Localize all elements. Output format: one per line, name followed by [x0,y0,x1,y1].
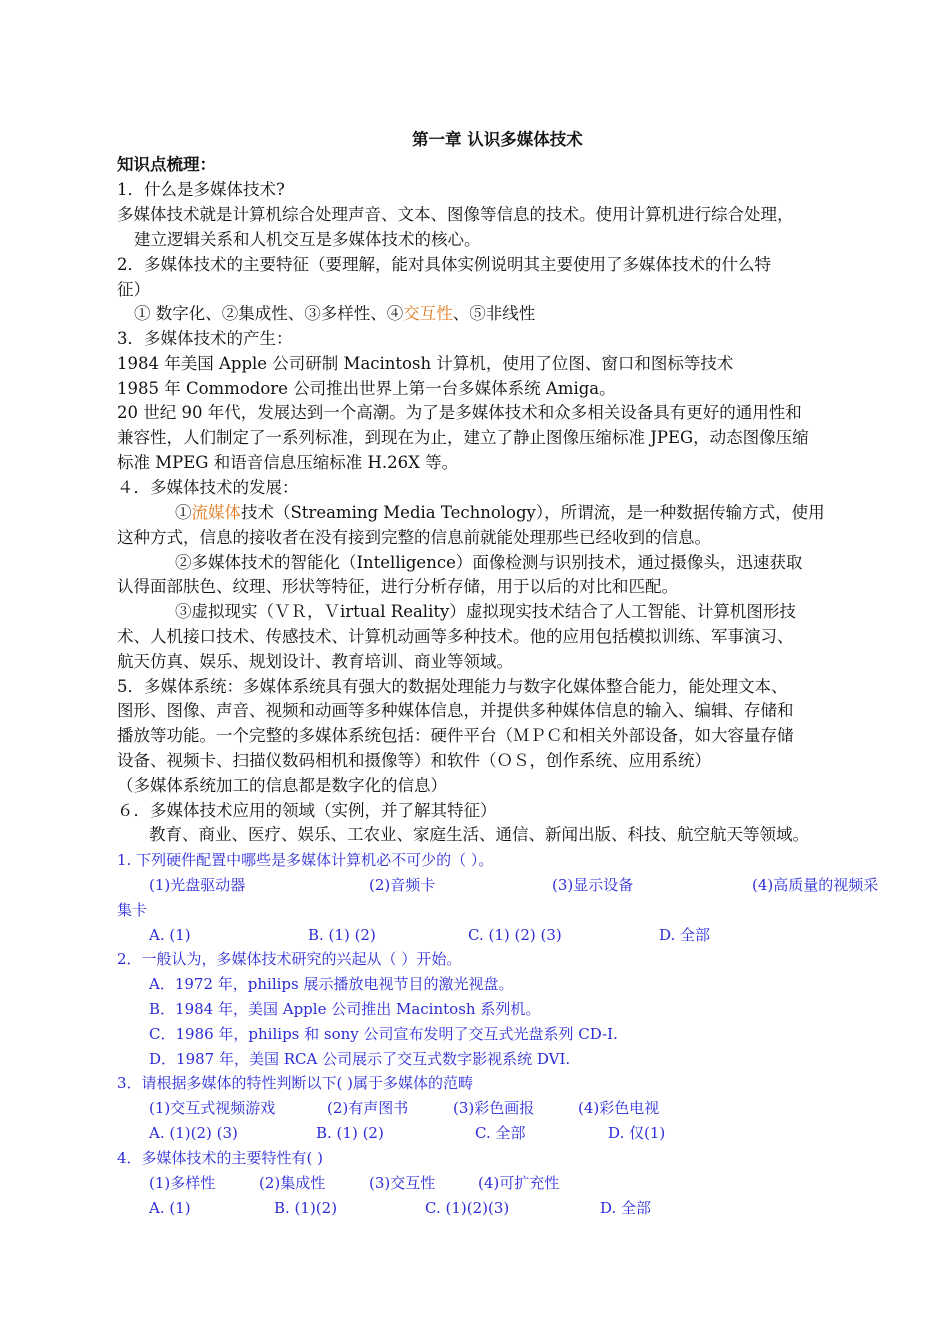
s2-answer-text: ① 数字化、②集成性、③多样性、④ [134,304,404,323]
s2-question: 征） [117,280,150,299]
s5-line: 设备、视频卡、扫描仪数码相机和摄像等）和软件（ＯＳ，创作系统、应用系统） [117,751,711,770]
q4-option: C. (1)(2)(3) [425,1199,510,1217]
q1-item-wrap: 集卡 [117,901,148,919]
question-2: 2．一般认为，多媒体技术研究的兴起从（ ）开始。 [117,950,462,968]
s4-line: ③虚拟现实（ＶＲ，Ｖirtual Reality）虚拟现实技术结合了人工智能、计算机图形技 [175,602,796,621]
s4-text: 技术（Streaming Media Technology），所谓流，是一种数据传输方式，使用 [241,503,825,522]
chapter-title: 第一章 认识多媒体技术 [412,130,583,149]
s3-question: 3．多媒体技术的产生： [117,329,293,348]
highlight-term: 交互性 [403,304,453,323]
s1-answer-line: 建立逻辑关系和人机交互是多媒体技术的核心。 [134,230,481,249]
q4-option: A. (1) [149,1199,191,1217]
s2-answer-text: 、⑤非线性 [452,304,536,323]
q3-option: B. (1) (2) [316,1124,384,1142]
q1-option: B. (1) (2) [308,926,376,944]
s6-answer: 教育、商业、医疗、娱乐、工农业、家庭生活、通信、新闻出版、科技、航空航天等领域。 [149,825,809,844]
s1-answer-line: 多媒体技术就是计算机综合处理声音、文本、图像等信息的技术。使用计算机进行综合处理， [117,205,794,224]
q4-item: (4)可扩充性 [478,1174,560,1192]
q3-option: C. 全部 [475,1124,526,1142]
q2-option: C．1986 年，philips 和 sony 公司宣布发明了交互式光盘系列 CD-I. [149,1025,618,1043]
s4-text: ① [175,503,192,522]
question-1: 1. 下列硬件配置中哪些是多媒体计算机必不可少的（ ）。 [117,851,494,869]
s5-line: 5．多媒体系统：多媒体系统具有强大的数据处理能力与数字化媒体整合能力，能处理文本、 [117,677,788,696]
s3-line: 1985 年 Commodore 公司推出世界上第一台多媒体系统 Amiga。 [117,379,616,398]
question-4: 4．多媒体技术的主要特性有( ) [117,1149,324,1167]
s2-question: 2．多媒体技术的主要特征（要理解，能对具体实例说明其主要使用了多媒体技术的什么特 [117,255,771,274]
q2-option: B．1984 年，美国 Apple 公司推出 Macintosh 系列机。 [149,1000,541,1018]
q2-option: A．1972 年，philips 展示播放电视节目的激光视盘。 [149,975,514,993]
q4-item: (3)交互性 [369,1174,436,1192]
s3-line: 20 世纪 90 年代，发展达到一个高潮。为了是多媒体技术和众多相关设备具有更好的通用性和 [117,403,802,422]
question-3: 3．请根据多媒体的特性判断以下( )属于多媒体的范畴 [117,1074,474,1092]
q3-item: (1)交互式视频游戏 [149,1099,276,1117]
s4-line: 这种方式，信息的接收者在没有接到完整的信息前就能处理那些已经收到的信息。 [117,528,711,547]
s6-question: ６．多媒体技术应用的领域（实例，并了解其特征） [117,801,497,820]
section-heading: 知识点梳理： [117,155,216,174]
s2-answer [134,304,535,324]
s4-item-streaming [175,503,825,523]
s3-line: 兼容性，人们制定了一系列标准，到现在为止，建立了静止图像压缩标准 JPEG，动态图像压缩 [117,428,809,447]
q1-item: (1)光盘驱动器 [149,876,246,894]
q4-option: B. (1)(2) [274,1199,338,1217]
q1-option: C. (1) (2) (3) [468,926,562,944]
q4-item: (1)多样性 [149,1174,216,1192]
s4-question: ４．多媒体技术的发展： [117,478,299,497]
q3-option: D. 仅(1) [608,1124,666,1142]
q3-option: A. (1)(2) (3) [149,1124,238,1142]
q3-item: (2)有声图书 [327,1099,409,1117]
q2-option: D．1987 年，美国 RCA 公司展示了交互式数字影视系统 DVI. [149,1050,571,1068]
q1-item: (4)高质量的视频采 [752,876,879,894]
s4-line: 航天仿真、娱乐、规划设计、教育培训、商业等领域。 [117,652,513,671]
s4-line: 术、人机接口技术、传感技术、计算机动画等多种技术。他的应用包括模拟训练、军事演习、 [117,627,794,646]
s1-question: 1．什么是多媒体技术? [117,180,285,199]
q3-item: (3)彩色画报 [453,1099,535,1117]
q1-option: D. 全部 [659,926,711,944]
s3-line: 1984 年美国 Apple 公司研制 Macintosh 计算机，使用了位图、窗口和图标等技术 [117,354,734,373]
q1-item: (3)显示设备 [552,876,634,894]
q3-item: (4)彩色电视 [578,1099,660,1117]
q1-item: (2)音频卡 [369,876,436,894]
highlight-term: 流媒体 [191,503,241,522]
s5-line: 图形、图像、声音、视频和动画等多种媒体信息，并提供多种媒体信息的输入、编辑、存储和 [117,701,794,720]
q4-item: (2)集成性 [259,1174,326,1192]
q1-option: A. (1) [149,926,191,944]
s5-line: （多媒体系统加工的信息都是数字化的信息） [117,776,447,795]
s4-line: ②多媒体技术的智能化（Intelligence）面像检测与识别技术，通过摄像头，迅速获取 [175,553,803,572]
s4-line: 认得面部肤色、纹理、形状等特征，进行分析存储，用于以后的对比和匹配。 [117,577,678,596]
q4-option: D. 全部 [600,1199,652,1217]
s3-line: 标准 MPEG 和语音信息压缩标准 H.26X 等。 [117,453,459,472]
s5-line: 播放等功能。一个完整的多媒体系统包括：硬件平台（ＭＰＣ和相关外部设备，如大容量存储 [117,726,794,745]
